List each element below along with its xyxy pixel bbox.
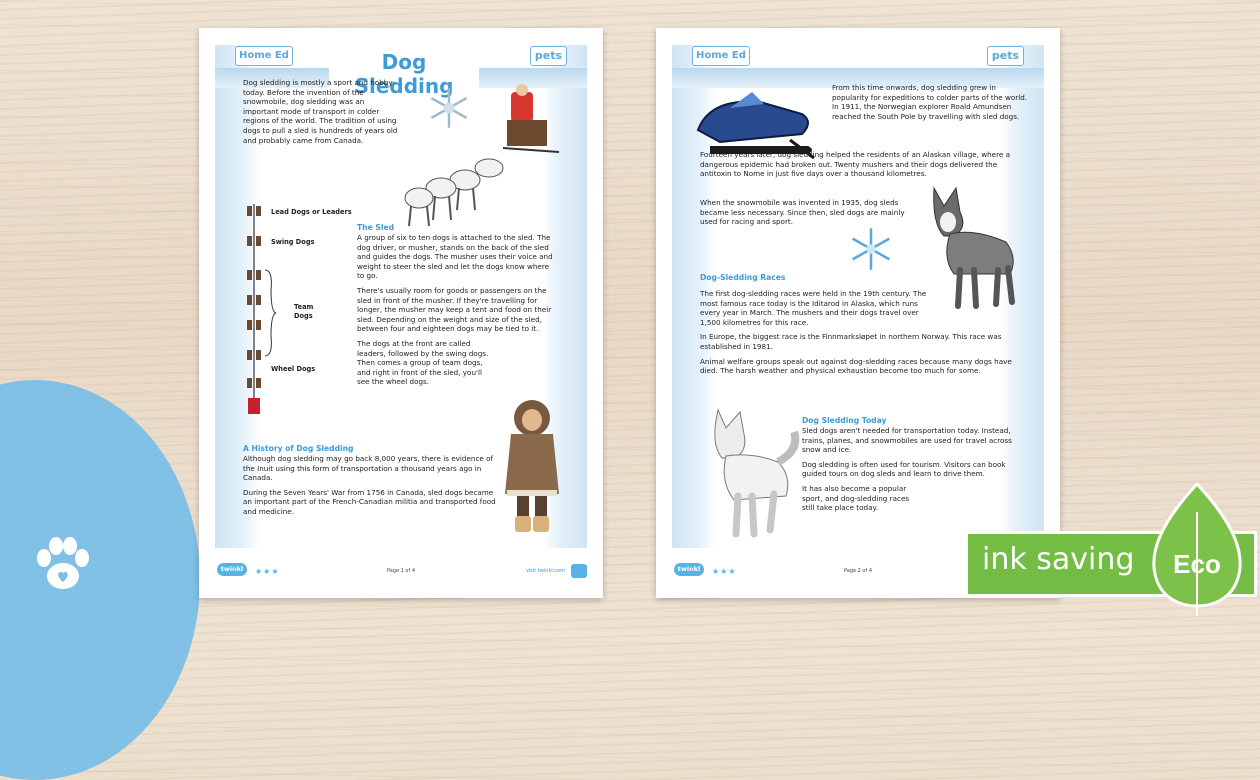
races-paragraph-3: Animal welfare groups speak out against dog-sledding races because many dogs have died. The harsh weather and physical exhaustion become too much for some. bbox=[700, 356, 1012, 376]
today-paragraph-2: Dog sledding is often used for tourism. Visitors can book guided tours on dog sleds and learn to drive them. bbox=[802, 459, 1006, 479]
white-husky-illustration bbox=[696, 400, 802, 542]
races-section bbox=[700, 273, 1030, 381]
snowflake-icon bbox=[848, 226, 894, 272]
paw-print-icon bbox=[32, 534, 94, 596]
twinkl-logo: twinkl bbox=[217, 563, 247, 576]
history-paragraph-1: Although dog sledding may go back 8,000 years, there is evidence of the Inuit using this form of transportation a thousand years ago in Canada. bbox=[243, 454, 494, 483]
sled-paragraph-1: A group of six to ten dogs is attached to the sled. The dog driver, or musher, stands on the back of the sled and guides the dogs. The musher uses their voice and weight to steer the sled and let the dogs know where to go. bbox=[357, 233, 553, 281]
today-section bbox=[802, 416, 1016, 518]
team-dogs-brace bbox=[263, 268, 277, 358]
eco-leaf-icon bbox=[1142, 482, 1252, 617]
sled-section bbox=[357, 223, 557, 392]
page-number: Page 1 of 4 bbox=[386, 568, 416, 574]
rating-stars: ★★★ bbox=[712, 567, 737, 576]
pets-logo: pets bbox=[987, 46, 1024, 66]
paragraph-nome: Fourteen years later, dog sledding helped the residents of an Alaskan village, where a dangerous epidemic had broken out. Twenty mushers and their dogs delivered the antitoxin to Nome in just five days over a thousand kilometres. bbox=[700, 150, 1011, 179]
ink-saving-label: ink saving bbox=[982, 542, 1135, 577]
dog-sled-team-illustration bbox=[399, 80, 571, 232]
worksheet-page-2 bbox=[656, 28, 1060, 598]
history-section bbox=[243, 444, 499, 522]
blue-corner-decoration bbox=[0, 380, 200, 780]
paragraph-snowmobile: When the snowmobile was invented in 1935, dog sleds became less necessary. Since then, sled dogs are mainly used for racing and sport. bbox=[700, 198, 905, 227]
inuit-figure-illustration bbox=[499, 398, 565, 536]
pets-logo: pets bbox=[530, 46, 567, 66]
today-paragraph-3: It has also become a popular sport, and dog-sledding races still take place today. bbox=[802, 483, 910, 513]
swing-dogs-label: Swing Dogs bbox=[271, 238, 315, 246]
sled-paragraph-3: The dogs at the front are called leaders, followed by the swing dogs. Then comes a group of team dogs, and right in front of the sled, you'll see the wheel dogs. bbox=[357, 338, 489, 387]
eco-label: Eco bbox=[1173, 549, 1221, 579]
wheel-dogs-label: Wheel Dogs bbox=[271, 365, 316, 373]
today-heading: Dog Sledding Today bbox=[802, 416, 887, 425]
races-paragraph-2: In Europe, the biggest race is the Finnmarksløpet in northern Norway. This race was established in 1981. bbox=[700, 332, 1002, 351]
history-paragraph-2: During the Seven Years' War from 1756 in Canada, sled dogs became an important part of the French-Canadian militia and transported food and medicine. bbox=[243, 487, 496, 516]
worksheet-page-1 bbox=[199, 28, 603, 598]
today-paragraph-1: Sled dogs aren't needed for transportation today. Instead, trains, planes, and snowmobiles are used for travel across snow and ice. bbox=[802, 426, 1012, 455]
sled-paragraph-2: There's usually room for goods or passengers on the sled in front of the musher. If they're travelling for longer, the musher may keep a tent and food on their sled. Depending on the weight and size of the sled, between four and eighteen dogs may be tied to it. bbox=[357, 285, 552, 334]
footer-url: visit twinkl.com bbox=[525, 568, 565, 574]
footer-badge-icon bbox=[571, 564, 587, 578]
lead-dogs-label: Lead Dogs or Leaders bbox=[271, 208, 352, 216]
sled-heading: The Sled bbox=[357, 223, 395, 232]
home-ed-logo: Home Ed bbox=[692, 46, 750, 66]
paragraph-amundsen: From this time onwards, dog sledding grew in popularity for expeditions to colder parts of the world. In 1911, the Norwegian explorer Roald Amundsen reached the South Pole by travelling with sled dogs. bbox=[832, 83, 1028, 121]
team-dogs-label: Team Dogs bbox=[294, 303, 314, 320]
races-paragraph-1: The first dog-sledding races were held in the 19th century. The most famous race today is the Iditarod in Alaska, which runs every year in March. The mushers and their dogs travel over 1,500 kilometres for this race. bbox=[700, 289, 927, 327]
races-heading: Dog-Sledding Races bbox=[700, 273, 786, 282]
page-number: Page 2 of 4 bbox=[843, 568, 873, 574]
intro-paragraph: Dog sledding is mostly a sport and hobby today. Before the invention of the snowmobile, dog sledding was an important mode of transport in colder regions of the world. The tradition of using dogs to pull a sled is hundreds of years old and probably came from Canada. bbox=[243, 78, 398, 145]
home-ed-logo: Home Ed bbox=[235, 46, 293, 66]
history-heading: A History of Dog Sledding bbox=[243, 444, 354, 453]
page-title: Dog Sledding bbox=[329, 50, 479, 98]
rating-stars: ★★★ bbox=[255, 567, 280, 576]
twinkl-logo: twinkl bbox=[674, 563, 704, 576]
